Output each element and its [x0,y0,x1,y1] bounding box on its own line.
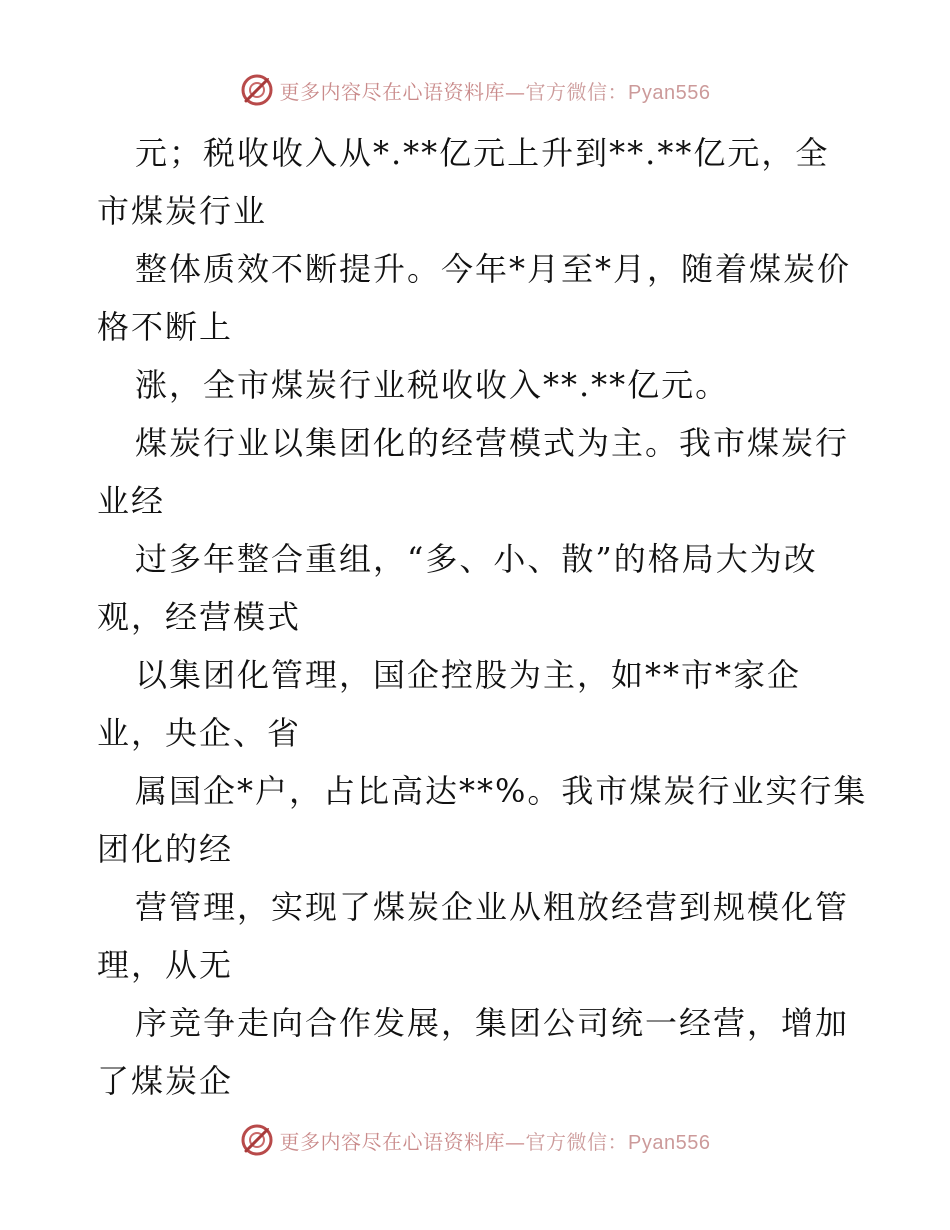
text-line: 属国企*户，占比高达**%。我市煤炭行业实行集 [135,772,868,810]
watermark-brand: 更多内容尽在心语资料库 [279,79,506,104]
text-line: 煤炭行业以集团化的经营模式为主。我市煤炭行 [135,424,850,462]
text-line: 元；税收收入从*.**亿元上升到**.**亿元，全 [135,134,830,172]
text-line: 业，央企、省 [97,714,302,752]
document-body [97,124,877,1110]
text-line: 涨，全市煤炭行业税收收入**.**亿元。 [135,366,730,404]
watermark-separator: — [505,79,526,104]
text-line: 序竞争走向合作发展，集团公司统一经营，增加 [135,1004,850,1042]
watermark-separator: — [505,1129,526,1154]
text-line: 团化的经 [97,830,234,868]
text-line: 市煤炭行业 [97,192,268,230]
text-line: 格不断上 [97,308,234,346]
footer-watermark [0,1120,950,1160]
watermark-text [280,1126,711,1155]
text-line: 过多年整合重组，“多、小、散”的格局大为改 [135,540,818,578]
text-line: 观，经营模式 [97,598,302,636]
text-line: 以集团化管理，国企控股为主，如**市*家企 [135,656,802,694]
brand-logo-icon [240,73,274,107]
brand-logo-icon [240,1123,274,1157]
watermark-wechat: 官方微信：Pyan556 [525,81,711,104]
watermark-brand: 更多内容尽在心语资料库 [279,1129,506,1154]
header-watermark [0,70,950,110]
watermark-text [280,76,711,105]
text-line: 营管理，实现了煤炭企业从粗放经营到规模化管 [135,888,850,926]
text-line: 业经 [97,482,166,520]
watermark-wechat: 官方微信：Pyan556 [525,1131,711,1154]
text-line: 整体质效不断提升。今年*月至*月，随着煤炭价 [135,250,852,288]
text-line: 理，从无 [97,946,234,984]
text-line: 了煤炭企 [97,1062,234,1100]
